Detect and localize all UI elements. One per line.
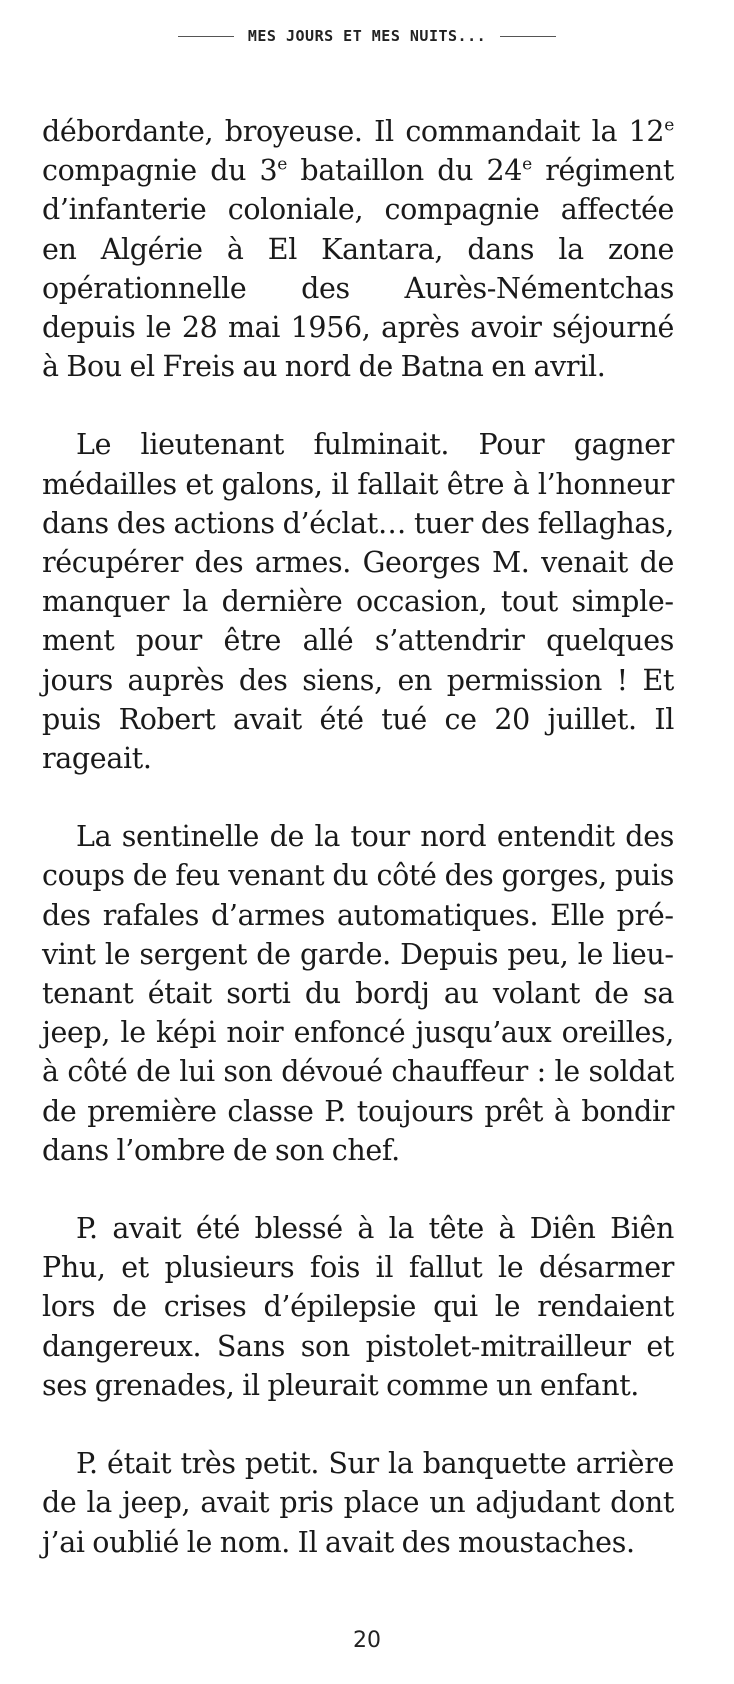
book-text-body <box>42 112 674 1562</box>
header-rule-left <box>178 36 234 37</box>
paragraph-4: P. avait été blessé à la tête à Diên Biên Phu, et plusieurs fois il fallut le désarmer lors de crises d’épilepsie qui le rendaient dangereux. Sans son pistolet-mitrailleur et ses grenades, il pleurait comme un enfant. <box>42 1212 674 1402</box>
running-header-title: MES JOURS ET MES NUITS... <box>247 27 487 45</box>
paragraph-5: P. était très petit. Sur la banquette arrière de la jeep, avait pris place un adjudant dont j’ai oublié le nom. Il avait des moustaches. <box>42 1447 674 1559</box>
running-header <box>0 26 734 46</box>
superscript-ordinal: e <box>277 154 288 175</box>
header-rule-right <box>500 36 556 37</box>
superscript-ordinal: e <box>522 154 532 175</box>
paragraph-1: débordante, broyeuse. Il commandait la 12e compagnie du 3e bataillon du 24e régiment d’infanterie coloniale, compagnie affectée en Algérie à El Kantara, dans la zone opérationnelle des Aurès-Némentchas depuis le 28 mai 1956, après avoir séjourné à Bou el Freis au nord de Batna en avril. <box>42 115 674 384</box>
paragraph-3: La sentinelle de la tour nord entendit des coups de feu venant du côté des gorges, puis des rafales d’armes automatiques. Elle prévint le sergent de garde. Depuis peu, le lieutenant était sorti du bordj au volant de sa jeep, le képi noir enfoncé jusqu’aux oreilles, à côté de lui son dévoué chauffeur : le soldat de première classe P. toujours prêt à bondir dans l’ombre de son chef. <box>42 820 674 1167</box>
page-number: 20 <box>353 1628 381 1653</box>
superscript-ordinal: e <box>664 115 674 136</box>
paragraph-2: Le lieutenant fulminait. Pour gagner médailles et galons, il fallait être à l’honneur dans des actions d’éclat… tuer des fellaghas, récupérer des armes. Georges M. venait de manquer la dernière occasion, tout simplement pour être allé s’attendrir quelques jours auprès des siens, en permission ! Et puis Robert avait été tué ce 20 juillet. Il rageait. <box>42 428 674 776</box>
